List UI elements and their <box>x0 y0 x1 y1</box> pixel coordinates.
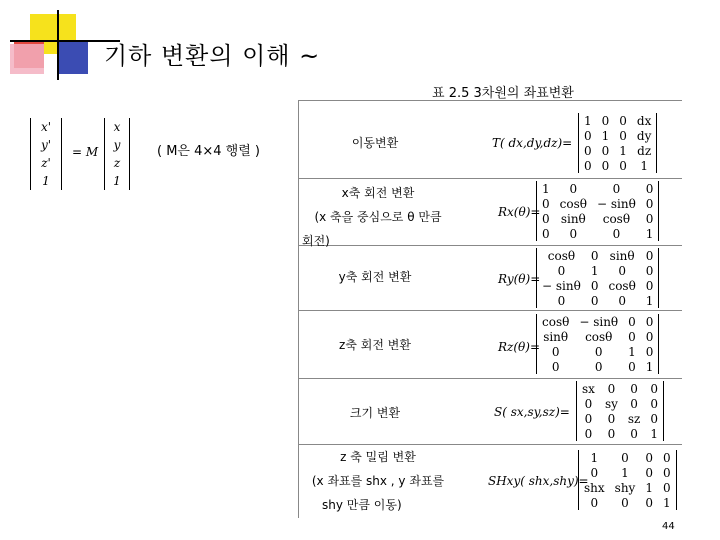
matrix-cell: 0 <box>645 329 654 344</box>
matrix-cell: 0 <box>645 344 654 359</box>
matrix-cell: cosθ <box>559 196 587 211</box>
matrix-cell: dx <box>636 113 652 128</box>
matrix-cell: 0 <box>645 495 653 510</box>
matrix-cell: 0 <box>584 411 593 426</box>
matrix-cell: 0 <box>612 181 621 196</box>
matrix-cell: 0 <box>557 293 566 308</box>
matrix-cell: − sinθ <box>579 314 619 329</box>
table-caption: 표 2.5 3차원의 좌표변환 <box>432 86 574 101</box>
matrix-name: S( sx,sy,sz)= <box>494 405 570 419</box>
matrix-name: Rz(θ)= <box>498 340 540 354</box>
row-label <box>298 181 458 253</box>
matrix-cell: 0 <box>607 426 616 441</box>
matrix-cell: cosθ <box>602 211 631 226</box>
matrix-cell: 0 <box>619 113 627 128</box>
row-label-line: (x 좌표를 shx , y 좌표를 <box>311 474 445 488</box>
matrix-cell: 0 <box>628 314 636 329</box>
rhs-vector-entry: z <box>113 156 121 170</box>
matrix-cell: 0 <box>584 143 592 158</box>
matrix-cell: dy <box>636 128 652 143</box>
matrix-cell: 0 <box>601 113 610 128</box>
matrix-cell: 0 <box>645 278 654 293</box>
matrix-cell: sx <box>582 381 595 396</box>
matrix-cell: 0 <box>584 158 592 173</box>
matrix-cell: 1 <box>645 359 654 374</box>
equation-operator: = M <box>72 145 99 159</box>
matrix-cell: 0 <box>590 465 599 480</box>
rhs-vector-entry: 1 <box>113 174 121 188</box>
matrix-cell: 0 <box>621 495 629 510</box>
matrix-cell: cosθ <box>585 329 613 344</box>
matrix-cell: 0 <box>630 426 638 441</box>
matrix-cell: − sinθ <box>542 278 581 293</box>
row-divider <box>298 378 682 379</box>
transform-matrix <box>576 381 664 441</box>
matrix-cell: sinθ <box>543 329 569 344</box>
matrix-cell: 1 <box>640 158 648 173</box>
matrix-cell: 0 <box>590 293 599 308</box>
matrix-cell: 0 <box>618 263 626 278</box>
matrix-cell: 0 <box>607 381 616 396</box>
matrix-cell: 1 <box>590 450 599 465</box>
matrix-cell: 0 <box>645 314 654 329</box>
lhs-vector-entry: y' <box>40 138 52 152</box>
matrix-cell: 1 <box>628 344 636 359</box>
matrix-cell: 1 <box>621 465 629 480</box>
matrix-cell: 0 <box>662 480 671 495</box>
row-label <box>300 336 450 353</box>
matrix-cell: 0 <box>569 181 578 196</box>
matrix-size-note: ( M은 4×4 행렬 ) <box>157 144 260 159</box>
matrix-cell: 0 <box>662 465 671 480</box>
matrix-cell: 1 <box>542 181 550 196</box>
matrix-cell: 0 <box>612 226 621 241</box>
row-divider <box>298 178 682 179</box>
matrix-cell: 0 <box>557 263 566 278</box>
matrix-cell: 0 <box>645 196 654 211</box>
matrix-cell: cosθ <box>542 314 570 329</box>
matrix-cell: 0 <box>569 226 578 241</box>
matrix-cell: 0 <box>619 158 627 173</box>
matrix-cell: cosθ <box>547 248 576 263</box>
row-label-line: y축 회전 변환 <box>338 270 412 284</box>
rhs-vector-entry: x <box>113 120 121 134</box>
row-label-line: z 축 밀림 변환 <box>340 450 416 464</box>
matrix-cell: 0 <box>662 450 671 465</box>
matrix-cell: − sinθ <box>596 196 636 211</box>
matrix-cell: 0 <box>584 128 592 143</box>
transform-matrix <box>536 248 659 308</box>
transform-matrix <box>536 181 659 241</box>
matrix-cell: 0 <box>645 211 654 226</box>
matrix-cell: dz <box>637 143 652 158</box>
matrix-cell: 1 <box>662 495 671 510</box>
matrix-cell: cosθ <box>608 278 636 293</box>
matrix-cell: 0 <box>645 450 653 465</box>
row-label-line: (x 축을 중심으로 θ 만큼 <box>314 210 442 224</box>
rhs-vector <box>104 118 130 190</box>
lhs-vector-entry: x' <box>40 120 52 134</box>
transform-matrix <box>536 314 659 374</box>
matrix-cell: sz <box>627 411 641 426</box>
matrix-cell: 0 <box>645 263 654 278</box>
matrix-cell: 0 <box>645 465 653 480</box>
matrix-cell: 0 <box>618 293 626 308</box>
matrix-cell: shy <box>614 480 636 495</box>
page-number: 44 <box>662 521 675 532</box>
matrix-cell: 1 <box>650 426 658 441</box>
matrix-cell: 0 <box>645 248 654 263</box>
matrix-cell: 0 <box>621 450 629 465</box>
row-label-line: 이동변환 <box>351 136 399 150</box>
row-label-line: x축 회전 변환 <box>341 186 415 200</box>
row-label-line: 회전) <box>302 234 330 248</box>
matrix-cell: 0 <box>590 248 599 263</box>
matrix-cell: 0 <box>542 226 550 241</box>
matrix-cell: 0 <box>594 344 603 359</box>
matrix-cell: 1 <box>619 143 627 158</box>
matrix-cell: 1 <box>584 113 592 128</box>
transform-matrix <box>578 113 657 173</box>
matrix-cell: 0 <box>628 329 636 344</box>
matrix-cell: shx <box>584 480 605 495</box>
matrix-cell: sy <box>604 396 618 411</box>
matrix-cell: 0 <box>650 396 658 411</box>
matrix-cell: 0 <box>645 181 654 196</box>
matrix-cell: 0 <box>607 411 616 426</box>
matrix-cell: 1 <box>645 226 654 241</box>
matrix-cell: 1 <box>645 480 653 495</box>
corner-vertical-line <box>57 10 59 80</box>
table-top-line <box>298 100 682 101</box>
matrix-cell: 0 <box>584 396 593 411</box>
matrix-cell: sinθ <box>560 211 586 226</box>
matrix-name: SHxy( shx,shy)= <box>488 474 589 488</box>
matrix-cell: 0 <box>650 411 658 426</box>
rhs-vector-entry: y <box>113 138 121 152</box>
matrix-cell: 1 <box>601 128 610 143</box>
matrix-name: T( dx,dy,dz)= <box>492 136 573 150</box>
lhs-vector-entry: z' <box>41 156 51 170</box>
lhs-vector-entry: 1 <box>42 174 50 188</box>
matrix-cell: 0 <box>601 143 610 158</box>
matrix-cell: 0 <box>650 381 658 396</box>
matrix-cell: 0 <box>590 495 599 510</box>
matrix-cell: sinθ <box>609 248 635 263</box>
matrix-cell: 0 <box>601 158 610 173</box>
row-label <box>298 445 458 517</box>
matrix-cell: 0 <box>542 211 550 226</box>
row-label-line: shy 만큼 이동) <box>322 498 402 512</box>
slide-title: 기하 변환의 이해 ~ <box>104 42 321 70</box>
matrix-cell: 0 <box>628 359 636 374</box>
matrix-cell: 0 <box>551 344 560 359</box>
corner-blue-square <box>58 42 88 74</box>
matrix-name: Rx(θ)= <box>498 205 541 219</box>
matrix-cell: 0 <box>630 396 638 411</box>
row-divider <box>298 310 682 311</box>
matrix-cell: 0 <box>619 128 627 143</box>
matrix-cell: 0 <box>590 278 599 293</box>
row-label-line: z축 회전 변환 <box>339 338 411 352</box>
matrix-name: Ry(θ)= <box>498 272 541 286</box>
row-label <box>300 134 450 151</box>
corner-pink-square <box>10 44 44 74</box>
matrix-cell: 1 <box>645 293 654 308</box>
row-label <box>300 404 450 421</box>
matrix-cell: 1 <box>590 263 599 278</box>
transform-matrix <box>578 450 677 510</box>
lhs-vector <box>30 118 62 190</box>
matrix-cell: 0 <box>630 381 638 396</box>
matrix-cell: 0 <box>594 359 603 374</box>
row-label-line: 크기 변환 <box>349 406 401 420</box>
matrix-cell: 0 <box>542 196 550 211</box>
matrix-cell: 0 <box>551 359 560 374</box>
row-label <box>300 268 450 285</box>
matrix-cell: 0 <box>584 426 593 441</box>
